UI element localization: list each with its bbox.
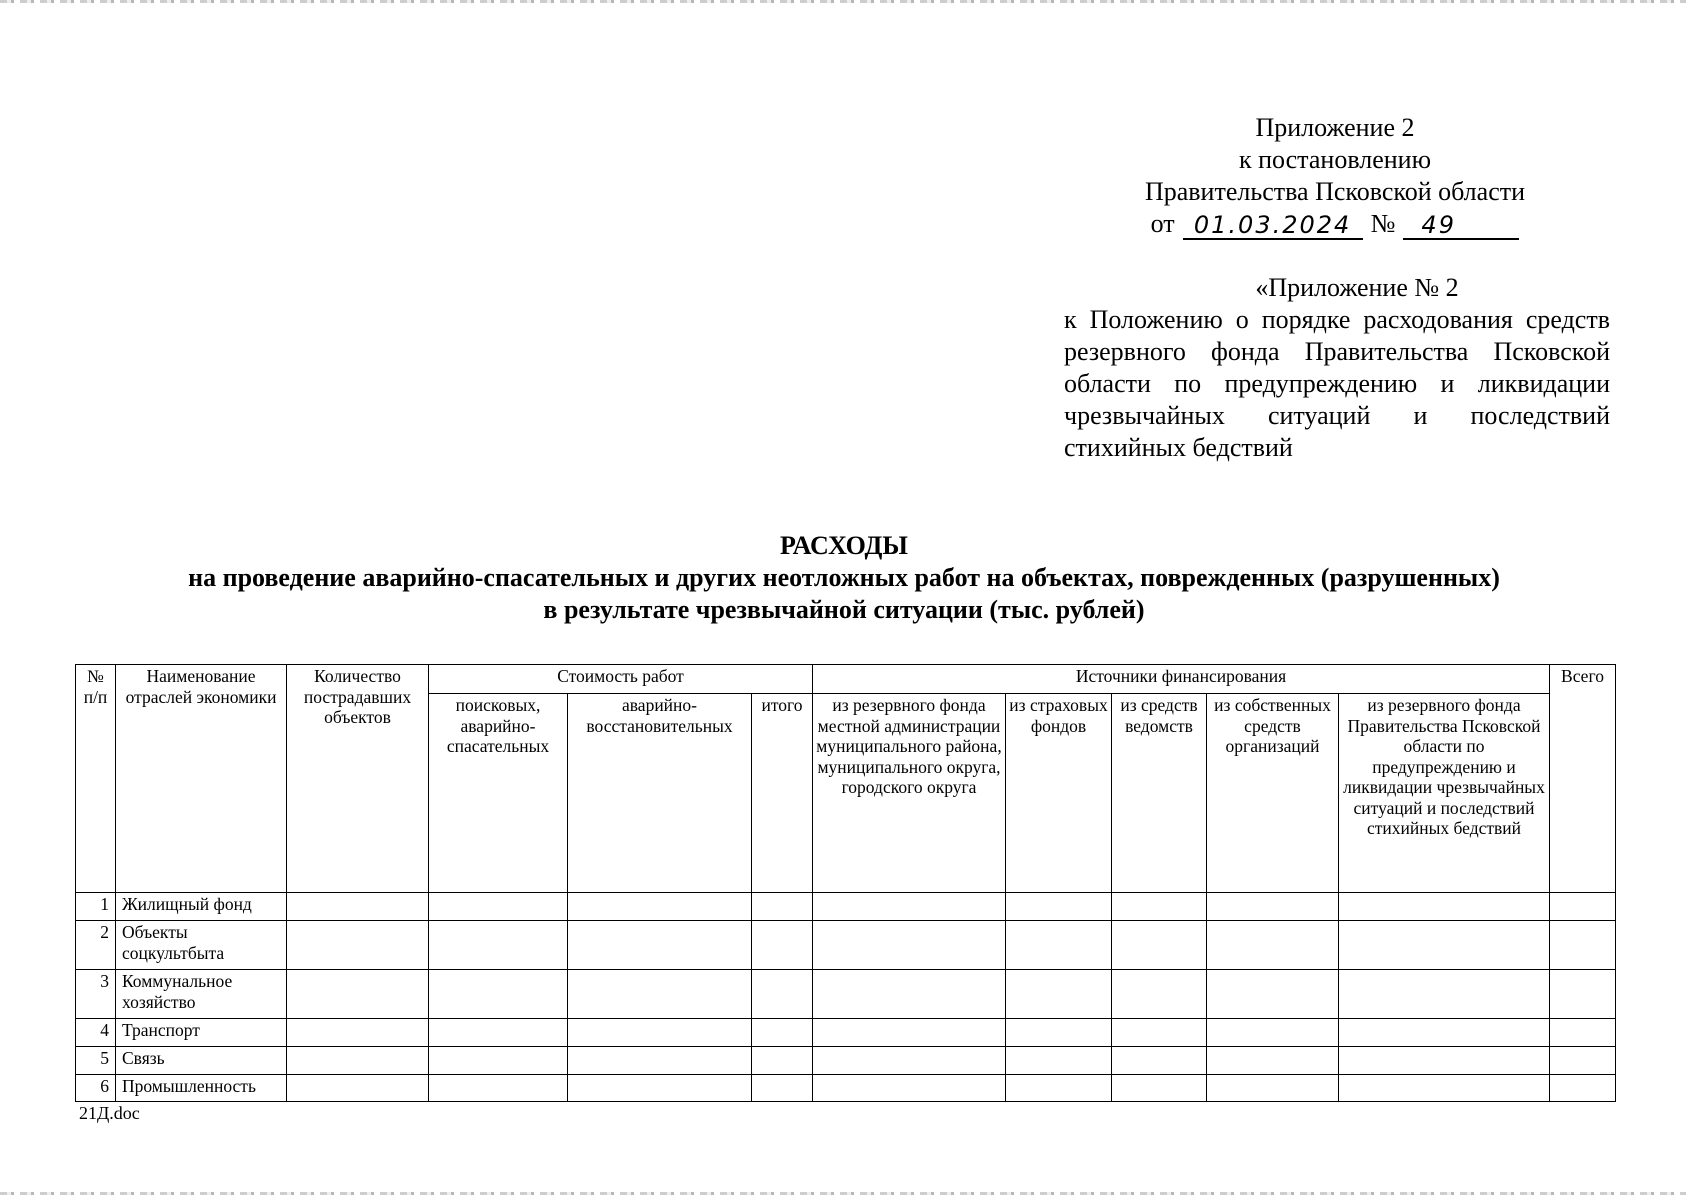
row-number: 2 [76, 921, 116, 970]
cell-empty [752, 921, 813, 970]
cell-empty [1006, 1075, 1112, 1102]
header-number: № п/п [76, 665, 116, 893]
row-sector-name: Связь [116, 1047, 287, 1075]
header-objects: Количество пострадавших объектов [287, 665, 429, 893]
cell-empty [287, 970, 429, 1019]
header-src-agency: из средств ведомств [1112, 694, 1207, 893]
document-title [80, 530, 1608, 626]
cell-empty [568, 1047, 752, 1075]
cell-empty [1339, 1075, 1550, 1102]
scan-edge-top [0, 0, 1686, 3]
cell-empty [1006, 1047, 1112, 1075]
cell-empty [568, 970, 752, 1019]
header-sector: Наименование отраслей экономики [116, 665, 287, 893]
cell-empty [1006, 1019, 1112, 1047]
cell-empty [287, 1019, 429, 1047]
quoted-appendix [1064, 272, 1610, 464]
handwritten-number: 49 [1403, 212, 1519, 240]
header-src-insurance: из страховых фондов [1006, 694, 1112, 893]
cell-empty [1207, 921, 1339, 970]
cell-empty [1112, 893, 1207, 921]
row-number: 4 [76, 1019, 116, 1047]
handwritten-date: 01.03.2024 [1183, 212, 1363, 240]
cell-empty [1550, 1019, 1616, 1047]
cell-empty [1550, 921, 1616, 970]
header-src-regional: из резервного фонда Правительства Псковской области по предупреждению и ликвидации чрезвычайных ситуаций и последствий стихийных бедствий [1339, 694, 1550, 893]
cell-empty [1006, 921, 1112, 970]
cell-empty [429, 970, 568, 1019]
cell-empty [568, 893, 752, 921]
cell-empty [1112, 1047, 1207, 1075]
cell-empty [813, 921, 1006, 970]
cell-empty [1207, 893, 1339, 921]
header-total: Всего [1550, 665, 1616, 893]
appendix-header [1100, 112, 1570, 240]
cell-empty [813, 970, 1006, 1019]
cell-empty [429, 893, 568, 921]
title-heading: РАСХОДЫ [780, 531, 908, 560]
row-sector-name: Коммунальное хозяйство [116, 970, 287, 1019]
appendix-to-resolution: к постановлению [1238, 145, 1432, 174]
cell-empty [1112, 1019, 1207, 1047]
cell-empty [1112, 1075, 1207, 1102]
table-row [76, 921, 1616, 970]
cell-empty [1112, 921, 1207, 970]
scan-edge-bottom [0, 1192, 1686, 1195]
cell-empty [568, 1075, 752, 1102]
header-cost-total: итого [752, 694, 813, 893]
cell-empty [752, 970, 813, 1019]
row-number: 3 [76, 970, 116, 1019]
cell-empty [429, 921, 568, 970]
cell-empty [1550, 893, 1616, 921]
cell-empty [287, 921, 429, 970]
cell-empty [813, 1047, 1006, 1075]
cell-empty [429, 1047, 568, 1075]
cell-empty [287, 1075, 429, 1102]
title-line-1: на проведение аварийно-спасательных и других неотложных работ на объектах, поврежденных (разрушенных) [188, 563, 1500, 592]
date-prefix: от [1150, 209, 1175, 238]
title-line-2: в результате чрезвычайной ситуации (тыс. рублей) [543, 595, 1145, 624]
header-cost-restore: аварийно-восстановительных [568, 694, 752, 893]
cell-empty [1339, 1019, 1550, 1047]
appendix-label: Приложение 2 [1255, 113, 1415, 142]
row-number: 1 [76, 893, 116, 921]
cell-empty [287, 1047, 429, 1075]
cell-empty [568, 921, 752, 970]
appendix-government: Правительства Псковской области [1144, 177, 1526, 206]
footer-filename: 21Д.doc [79, 1103, 140, 1123]
cell-empty [1207, 1047, 1339, 1075]
number-sign: № [1370, 209, 1396, 238]
cell-empty [1339, 893, 1550, 921]
row-sector-name: Жилищный фонд [116, 893, 287, 921]
cell-empty [429, 1075, 568, 1102]
cell-empty [1207, 1075, 1339, 1102]
expense-table [75, 664, 1616, 1102]
cell-empty [1550, 970, 1616, 1019]
row-number: 5 [76, 1047, 116, 1075]
quoted-appendix-title: «Приложение № 2 [1255, 273, 1459, 302]
cell-empty [1112, 970, 1207, 1019]
cell-empty [813, 1075, 1006, 1102]
cell-empty [1207, 970, 1339, 1019]
table-row [76, 893, 1616, 921]
header-sources-group: Источники финансирования [813, 665, 1550, 694]
row-number: 6 [76, 1075, 116, 1102]
header-src-own: из собственных средств организаций [1207, 694, 1339, 893]
cell-empty [752, 1019, 813, 1047]
cell-empty [429, 1019, 568, 1047]
header-src-local: из резервного фонда местной администрации муниципального района, муниципального округа, городского округа [813, 694, 1006, 893]
date-number-line [1100, 208, 1570, 240]
cell-empty [813, 893, 1006, 921]
cell-empty [1339, 1047, 1550, 1075]
row-sector-name: Транспорт [116, 1019, 287, 1047]
cell-empty [752, 893, 813, 921]
table-row [76, 1047, 1616, 1075]
header-cost-group: Стоимость работ [429, 665, 813, 694]
cell-empty [1339, 921, 1550, 970]
cell-empty [287, 893, 429, 921]
quoted-appendix-body: к Положению о порядке расходования средств резервного фонда Правительства Псковской области по предупреждению и ликвидации чрезвычайных ситуаций и последствий стихийных бедствий [1064, 305, 1610, 462]
table-row [76, 1019, 1616, 1047]
table-row [76, 970, 1616, 1019]
header-row-1 [76, 665, 1616, 694]
cell-empty [1207, 1019, 1339, 1047]
cell-empty [752, 1047, 813, 1075]
cell-empty [1550, 1075, 1616, 1102]
cell-empty [1006, 970, 1112, 1019]
header-cost-search: поисковых, аварийно-спасательных [429, 694, 568, 893]
table-row [76, 1075, 1616, 1102]
cell-empty [568, 1019, 752, 1047]
row-sector-name: Промышленность [116, 1075, 287, 1102]
cell-empty [1339, 970, 1550, 1019]
cell-empty [813, 1019, 1006, 1047]
cell-empty [1550, 1047, 1616, 1075]
cell-empty [752, 1075, 813, 1102]
cell-empty [1006, 893, 1112, 921]
row-sector-name: Объекты соцкультбыта [116, 921, 287, 970]
